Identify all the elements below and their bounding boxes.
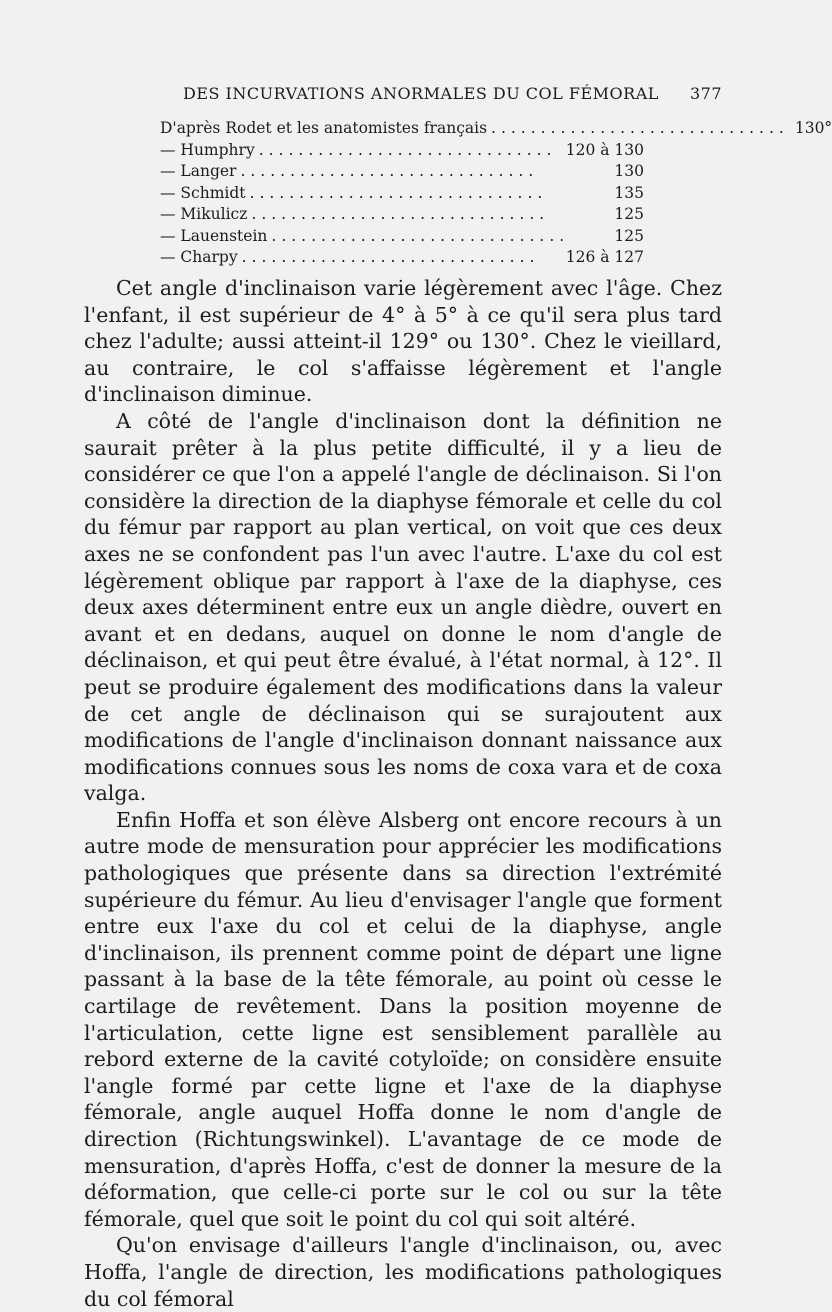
table-label: — Langer [160,162,237,180]
page-number: 377 [689,84,722,103]
table-value: 125 [614,205,644,223]
leader-dots: .............................. [249,183,548,202]
table-row [160,227,644,249]
table-label: — Humphry [160,140,255,159]
running-header [183,84,722,103]
table-value: 125 [614,226,644,245]
table-value: 120 à 130 [565,140,644,159]
paragraph: Cet angle d'inclinaison varie légèrement avec l'âge. Chez l'enfant, il est supérieur de 4° à 5° à ce qu'il sera plus tard chez l'adulte; aussi atteint-il 129° ou 130°. Chez le vieillard, au contraire, le col s'affaisse légèrement et l'angle d'inclinaison diminue. [84,276,722,407]
table-row [160,205,644,227]
table-label: — Mikulicz [160,205,248,223]
table-label: — Lauenstein [160,226,268,245]
table-label: D'après Rodet et les anatomistes français [160,119,488,137]
running-title: DES INCURVATIONS ANORMALES DU COL FÉMORAL [183,84,659,103]
leader-dots: .............................. [271,226,570,245]
table-row [160,248,644,270]
paragraph: Qu'on envisage d'ailleurs l'angle d'inclinaison, ou, avec Hoffa, l'angle de direction, les modifications pathologiques du col fémoral [84,1233,722,1311]
table-value: 130 [614,162,644,180]
angle-table [160,119,832,270]
leader-dots: .............................. [491,119,789,137]
leader-dots: .............................. [241,248,540,266]
body-text [84,275,722,1312]
table-row [160,119,832,141]
table-label: — Charpy [160,248,238,266]
table-value: 135 [614,183,644,202]
table-row [160,184,644,206]
table-value: 130° [794,119,832,137]
paragraph: Enfin Hoffa et son élève Alsberg ont encore recours à un autre mode de mensuration pour apprécier les modifications pathologiques que présente dans sa direction l'extrémité supérieure du fémur. Au lieu d'envisager l'angle que forment entre eux l'axe du col et celui de la diaphyse, angle d'inclinaison, ils prennent comme point de départ une ligne passant à la base de la tête fémorale, au point où cesse le cartilage de revêtement. Dans la position moyenne de l'articulation, cette ligne est sensiblement parallèle au rebord externe de la cavité cotyloïde; on considère ensuite l'angle formé par cette ligne et l'axe de la diaphyse fémorale, angle auquel Hoffa donne le nom d'angle de direction (Richtungswinkel). L'avantage de ce mode de mensuration, d'après Hoffa, c'est de donner la mesure de la déformation, que celle-ci porte sur le col ou sur la tête fémorale, quel que soit le point du col qui soit altéré. [84,807,722,1231]
table-value: 126 à 127 [565,248,644,266]
leader-dots: .............................. [251,205,550,223]
table-row [160,141,644,163]
leader-dots: .............................. [258,140,557,159]
paragraph: A côté de l'angle d'inclinaison dont la définition ne saurait prêter à la plus petite difficulté, il y a lieu de considérer ce que l'on a appelé l'angle de déclinaison. Si l'on considère la direction de la diaphyse fémorale et celle du col du fémur par rapport au plan vertical, on voit que ces deux axes ne se confondent pas l'un avec l'autre. L'axe du col est légèrement oblique par rapport à l'axe de la diaphyse, ces deux axes déterminent entre eux un angle dièdre, ouvert en avant et en dedans, auquel on donne le nom d'angle de déclinaison, et qui peut être évalué, à l'état normal, à 12°. Il peut se produire également des modifications dans la valeur de cet angle de déclinaison qui se surajoutent aux modifications de l'angle d'inclinaison donnant naissance aux modifications connues sous les noms de coxa vara et de coxa valga. [84,408,722,806]
table-row [160,162,644,184]
leader-dots: .............................. [240,162,539,180]
table-label: — Schmidt [160,183,246,202]
